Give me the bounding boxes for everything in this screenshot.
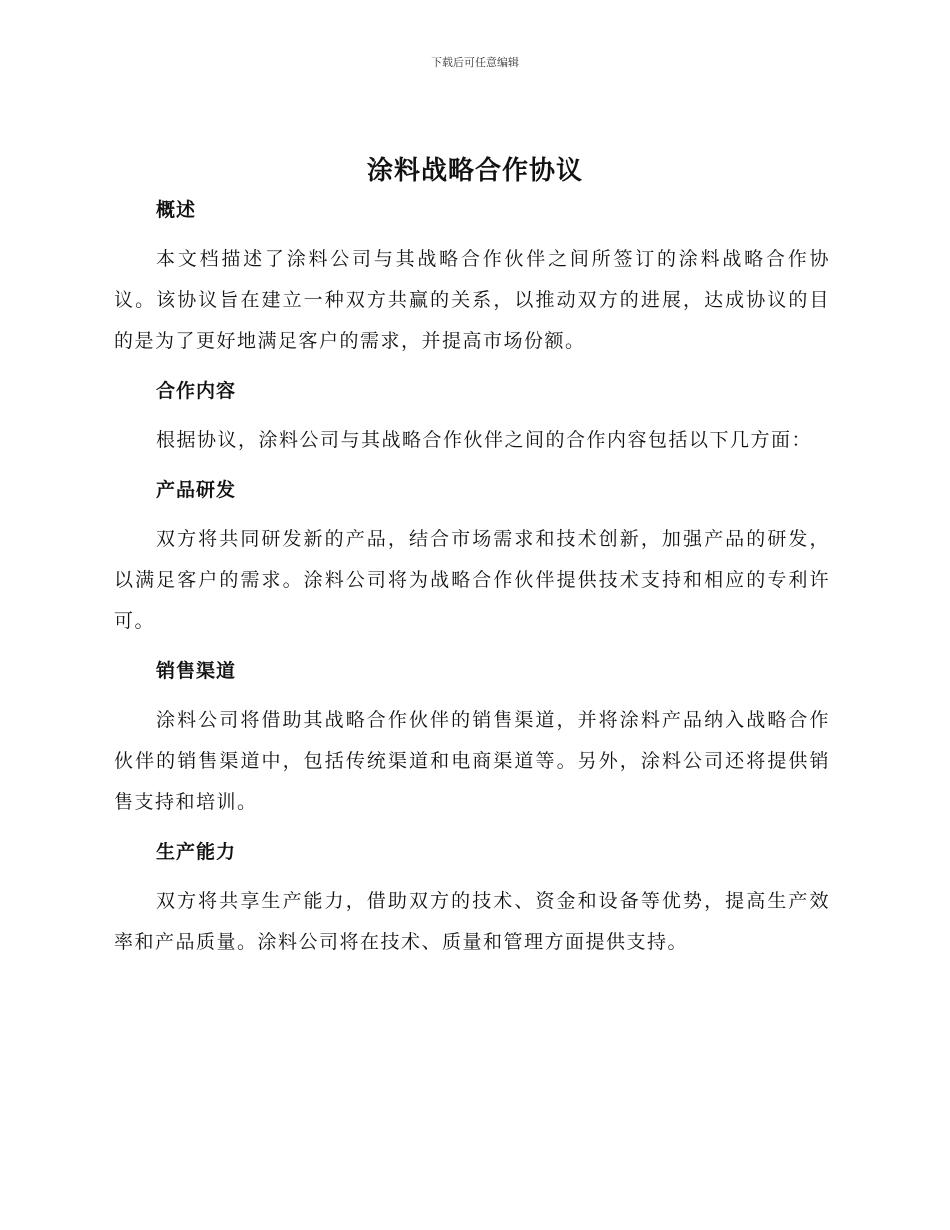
section-body-rnd: 双方将共同研发新的产品，结合市场需求和技术创新，加强产品的研发，以满足客户的需求。涂料公司将为战略合作伙伴提供技术支持和相应的专利许可。: [114, 528, 830, 632]
section-heading-sales: 销售渠道: [156, 660, 237, 682]
section-body-cooperation: 根据协议，涂料公司与其战略合作伙伴之间的合作内容包括以下几方面：: [156, 429, 813, 451]
section-body-overview: 本文档描述了涂料公司与其战略合作伙伴之间所签订的涂料战略合作协议。该协议旨在建立一种双方共赢的关系，以推动双方的进展，达成协议的目的是为了更好地满足客户的需求，并提高市场份额。: [114, 248, 830, 352]
header-note: 下载后可任意编辑: [431, 56, 519, 69]
section-body-sales: 涂料公司将借助其战略合作伙伴的销售渠道，并将涂料产品纳入战略合作伙伴的销售渠道中，包括传统渠道和电商渠道等。另外，涂料公司还将提供销售支持和培训。: [114, 709, 830, 813]
section-heading-production: 生产能力: [156, 841, 237, 863]
section-heading-overview: 概述: [156, 199, 197, 221]
section-heading-rnd: 产品研发: [156, 479, 237, 501]
document-content: [114, 193, 830, 975]
section-heading-cooperation: 合作内容: [156, 380, 237, 402]
document-title: 涂料战略合作协议: [366, 156, 583, 186]
section-body-production: 双方将共享生产能力，借助双方的技术、资金和设备等优势，提高生产效率和产品质量。涂料公司将在技术、质量和管理方面提供支持。: [114, 890, 830, 953]
